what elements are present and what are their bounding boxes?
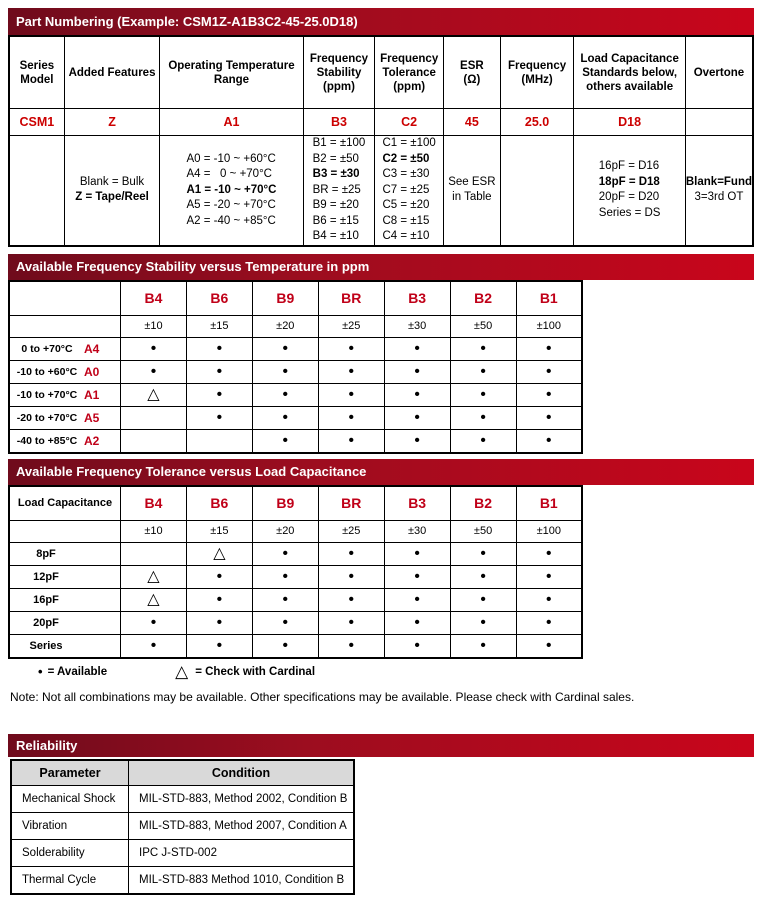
available-mark: •: [186, 588, 252, 611]
col-header-code: B1: [516, 281, 582, 316]
available-mark: •: [516, 565, 582, 588]
available-mark: •: [252, 383, 318, 406]
available-mark: •: [516, 634, 582, 658]
pn-detail-line: C8 = ±15: [382, 214, 430, 227]
col-header-ppm: ±100: [516, 315, 582, 337]
pn-header-line: Stability: [316, 66, 362, 79]
pn-header-line: (Ω): [463, 73, 481, 86]
available-mark: •: [121, 337, 187, 360]
pn-detail-line: 18pF = D18: [598, 175, 660, 188]
pn-column-7: [500, 37, 574, 245]
available-mark: •: [186, 337, 252, 360]
available-mark: •: [318, 542, 384, 565]
pn-column-header: [65, 37, 160, 109]
pn-example-code: A1: [160, 109, 302, 136]
matrix-row: [9, 542, 582, 565]
pn-details: [444, 136, 500, 245]
temp-range-inner: [10, 434, 120, 448]
stability-banner: Available Frequency Stability versus Temperature in ppm: [8, 254, 754, 280]
available-mark: •: [450, 406, 516, 429]
pn-column-2: [64, 37, 160, 245]
pn-header-line: Overtone: [693, 66, 745, 79]
col-header-code: B9: [252, 281, 318, 316]
temp-range-code: A1: [84, 387, 100, 402]
pn-column-header: [444, 37, 500, 109]
pn-header-line: Load Capacitance: [580, 52, 679, 65]
load-capacitance-cell: Series: [9, 634, 121, 658]
check-with-cardinal-mark: △: [121, 383, 187, 406]
matrix-row: [9, 337, 582, 360]
pn-example-code: [686, 109, 752, 136]
pn-detail-line: Blank=Fund: [685, 175, 753, 188]
pn-column-header: [304, 37, 375, 109]
reliability-banner: Reliability: [8, 734, 754, 757]
pn-detail-line: 16pF = D16: [598, 160, 660, 173]
available-mark: •: [384, 611, 450, 634]
temp-range-label: -10 to +70°C: [16, 388, 78, 401]
col-header-ppm: ±20: [252, 315, 318, 337]
available-mark: •: [450, 360, 516, 383]
pn-column-5: [374, 37, 443, 245]
ppm-row-blank: [9, 315, 121, 337]
col-header-code: BR: [318, 486, 384, 521]
legend-available-label: = Available: [47, 665, 108, 678]
available-mark: •: [252, 588, 318, 611]
available-mark: •: [186, 611, 252, 634]
pn-detail-line: C2 = ±50: [382, 152, 430, 165]
available-mark: •: [252, 565, 318, 588]
pn-column-header: [160, 37, 302, 109]
pn-detail-line: 3=3rd OT: [694, 191, 744, 204]
pn-detail-line: C3 = ±30: [382, 168, 430, 180]
available-mark: •: [450, 634, 516, 658]
pn-detail-line: C5 = ±20: [382, 199, 430, 211]
col-header-blank: [9, 281, 121, 316]
pn-detail-line: Z = Tape/Reel: [75, 191, 149, 204]
reliability-condition: MIL-STD-883, Method 2002, Condition B: [129, 785, 355, 812]
pn-header-line: Added Features: [68, 66, 156, 79]
matrix-row: [9, 406, 582, 429]
pn-header-line: Frequency: [309, 52, 369, 65]
temp-range-code: A2: [84, 433, 100, 448]
col-header-code: B6: [186, 281, 252, 316]
matrix-row: [9, 588, 582, 611]
temp-range-label: -10 to +60°C: [16, 365, 78, 378]
col-header-code: B2: [450, 281, 516, 316]
pn-column-3: [159, 37, 302, 245]
pn-details: [65, 136, 160, 245]
pn-details-block: [187, 152, 277, 230]
pn-header-line: Frequency: [380, 52, 439, 65]
temp-range-cell: [9, 406, 121, 429]
available-mark: •: [186, 565, 252, 588]
pn-detail-line: See ESR: [448, 175, 496, 188]
available-mark: •: [384, 565, 450, 588]
empty-cell: [186, 429, 252, 453]
available-mark: •: [318, 383, 384, 406]
reliability-col-header: Condition: [129, 760, 355, 786]
available-mark: •: [318, 611, 384, 634]
temp-range-cell: [9, 337, 121, 360]
temp-range-inner: [10, 342, 120, 356]
temp-range-label: -20 to +70°C: [16, 411, 78, 424]
col-header-ppm: ±30: [384, 315, 450, 337]
reliability-condition: MIL-STD-883, Method 2007, Condition A: [129, 812, 355, 839]
available-mark: •: [384, 429, 450, 453]
part-numbering-table: [8, 35, 754, 247]
col-header-ppm: ±10: [121, 315, 187, 337]
matrix-row: [9, 634, 582, 658]
pn-example-code: Z: [65, 109, 160, 136]
pn-header-line: Frequency: [507, 59, 567, 72]
pn-details: [160, 136, 302, 245]
pn-details: [10, 136, 64, 245]
spacer: [8, 704, 762, 734]
available-mark: •: [450, 565, 516, 588]
available-mark: •: [318, 406, 384, 429]
pn-details-block: [75, 175, 149, 206]
temp-range-code: A5: [84, 410, 100, 425]
reliability-table: [10, 759, 355, 895]
pn-detail-line: B1 = ±100: [312, 137, 366, 149]
col-header-code: B9: [252, 486, 318, 521]
matrix-row: [9, 383, 582, 406]
available-mark: •: [318, 634, 384, 658]
available-mark: •: [384, 360, 450, 383]
available-mark: •: [516, 542, 582, 565]
available-mark: •: [252, 542, 318, 565]
pn-detail-line: A5 = -20 ~ +70°C: [186, 199, 276, 211]
temp-range-label: 0 to +70°C: [21, 342, 73, 355]
temp-range-cell: [9, 429, 121, 453]
matrix-row: [9, 565, 582, 588]
available-mark: •: [186, 406, 252, 429]
available-mark: •: [516, 429, 582, 453]
available-mark: •: [186, 360, 252, 383]
load-capacitance-cell: 20pF: [9, 611, 121, 634]
pn-header-line: (ppm): [393, 80, 426, 93]
temp-range-cell: [9, 360, 121, 383]
pn-column-header: [574, 37, 684, 109]
col-header-code: B4: [121, 281, 187, 316]
check-with-cardinal-mark: △: [121, 565, 187, 588]
pn-detail-line: 20pF = D20: [598, 191, 660, 204]
col-header-ppm: ±20: [252, 520, 318, 542]
reliability-parameter: Solderability: [11, 839, 129, 866]
pn-detail-line: C7 = ±25: [382, 183, 430, 196]
col-header-code: B4: [121, 486, 187, 521]
col-header-ppm: ±50: [450, 520, 516, 542]
pn-details: [375, 136, 443, 245]
col-header-code: BR: [318, 281, 384, 316]
pn-example-code: 45: [444, 109, 500, 136]
check-with-cardinal-mark: △: [121, 588, 187, 611]
pn-detail-line: A4 = 0 ~ +70°C: [186, 168, 272, 180]
legend: [38, 663, 762, 681]
col-header-ppm: ±100: [516, 520, 582, 542]
pn-detail-line: A2 = -40 ~ +85°C: [186, 214, 276, 227]
pn-detail-line: A0 = -10 ~ +60°C: [186, 152, 276, 165]
temp-range-cell: [9, 383, 121, 406]
available-mark: •: [252, 634, 318, 658]
pn-detail-line: C4 = ±10: [382, 230, 430, 242]
available-mark: •: [516, 360, 582, 383]
reliability-parameter: Vibration: [11, 812, 129, 839]
available-mark: •: [384, 634, 450, 658]
available-mark: •: [516, 588, 582, 611]
check-with-cardinal-mark: △: [186, 542, 252, 565]
load-capacitance-cell: 12pF: [9, 565, 121, 588]
available-mark: •: [384, 406, 450, 429]
ppm-row-blank: [9, 520, 121, 542]
pn-detail-line: Series = DS: [598, 206, 661, 219]
matrix-ppm-row: [9, 520, 582, 542]
pn-column-8: [573, 37, 684, 245]
pn-example-code: B3: [304, 109, 375, 136]
available-mark: •: [516, 337, 582, 360]
col-header-ppm: ±10: [121, 520, 187, 542]
temp-range-label: -40 to +85°C: [16, 434, 78, 447]
available-mark: •: [318, 360, 384, 383]
available-mark: •: [516, 383, 582, 406]
pn-details: [501, 136, 574, 245]
col-header-ppm: ±30: [384, 520, 450, 542]
pn-detail-line: Blank = Bulk: [79, 175, 145, 188]
pn-header-line: Range: [213, 73, 250, 86]
pn-example-code: CSM1: [10, 109, 64, 136]
matrix-row: [9, 429, 582, 453]
pn-header-line: Series: [19, 59, 55, 72]
matrix-ppm-row: [9, 315, 582, 337]
spacer: [8, 247, 762, 254]
col-header-code: B3: [384, 486, 450, 521]
available-mark: •: [318, 588, 384, 611]
available-mark: •: [252, 611, 318, 634]
pn-detail-line: B4 = ±10: [312, 230, 359, 242]
matrix-row: [9, 611, 582, 634]
empty-cell: [121, 406, 187, 429]
available-mark: •: [384, 383, 450, 406]
pn-details-block: [686, 175, 752, 206]
available-mark: •: [450, 588, 516, 611]
pn-header-line: (MHz): [521, 73, 553, 86]
pn-column-4: [303, 37, 375, 245]
available-mark: •: [121, 634, 187, 658]
legend-check-label: = Check with Cardinal: [195, 665, 316, 678]
available-mark: •: [186, 383, 252, 406]
col-header-ppm: ±15: [186, 520, 252, 542]
col-header-ppm: ±15: [186, 315, 252, 337]
tolerance-table: [8, 485, 583, 659]
pn-column-9: [685, 37, 752, 245]
col-header-code: B1: [516, 486, 582, 521]
pn-detail-line: C1 = ±100: [382, 137, 436, 149]
matrix-header-row: [9, 486, 582, 521]
available-mark: •: [252, 360, 318, 383]
matrix-row: [9, 360, 582, 383]
available-mark: •: [252, 337, 318, 360]
temp-range-code: A4: [84, 341, 100, 356]
pn-details-block: [313, 136, 366, 245]
pn-details: [574, 136, 684, 245]
available-mark: •: [450, 337, 516, 360]
pn-example-code: C2: [375, 109, 443, 136]
pn-example-code: 25.0: [501, 109, 574, 136]
availability-note: Note: Not all combinations may be available. Other specifications may be available. Please check with Cardinal sales.: [10, 689, 635, 704]
pn-details-block: [448, 175, 495, 206]
available-mark: •: [121, 360, 187, 383]
available-mark: •: [384, 337, 450, 360]
pn-column-6: [443, 37, 500, 245]
reliability-row: [11, 866, 354, 894]
available-mark: •: [318, 429, 384, 453]
tolerance-banner: Available Frequency Tolerance versus Load Capacitance: [8, 459, 754, 485]
pn-detail-line: B6 = ±15: [312, 214, 359, 227]
temp-range-inner: [10, 411, 120, 425]
pn-details-block: [599, 159, 661, 221]
available-mark: •: [384, 588, 450, 611]
available-mark: •: [186, 634, 252, 658]
available-mark: •: [516, 406, 582, 429]
temp-range-inner: [10, 365, 120, 379]
pn-column-header: [375, 37, 443, 109]
available-mark: •: [318, 337, 384, 360]
pn-details: [686, 136, 752, 245]
available-dot-icon: •: [38, 664, 43, 679]
available-mark: •: [450, 383, 516, 406]
col-header-code: B2: [450, 486, 516, 521]
pn-header-line: Operating Temperature: [168, 59, 295, 72]
col-header-ppm: ±25: [318, 315, 384, 337]
col-header-code: B6: [186, 486, 252, 521]
load-capacitance-cell: 8pF: [9, 542, 121, 565]
available-mark: •: [318, 565, 384, 588]
temp-range-code: A0: [84, 364, 100, 379]
pn-detail-line: in Table: [452, 191, 492, 204]
pn-header-line: ESR: [460, 59, 484, 72]
available-mark: •: [450, 542, 516, 565]
pn-header-line: Model: [20, 73, 54, 86]
available-mark: •: [252, 406, 318, 429]
stability-table: [8, 280, 583, 454]
pn-detail-line: B3 = ±30: [312, 168, 360, 180]
available-mark: •: [516, 611, 582, 634]
available-mark: •: [384, 542, 450, 565]
col-header-code: B3: [384, 281, 450, 316]
empty-cell: [121, 429, 187, 453]
empty-cell: [121, 542, 187, 565]
col-header-load-capacitance: Load Capacitance: [9, 486, 121, 521]
reliability-row: [11, 785, 354, 812]
check-triangle-icon: △: [175, 661, 189, 681]
temp-range-inner: [10, 388, 120, 402]
matrix-header-row: [9, 281, 582, 316]
reliability-row: [11, 812, 354, 839]
pn-column-header: [686, 37, 752, 109]
reliability-header-row: [11, 760, 354, 786]
reliability-parameter: Thermal Cycle: [11, 866, 129, 894]
reliability-condition: MIL-STD-883 Method 1010, Condition B: [129, 866, 355, 894]
reliability-col-header: Parameter: [11, 760, 129, 786]
available-mark: •: [252, 429, 318, 453]
available-mark: •: [121, 611, 187, 634]
pn-header-line: (ppm): [323, 80, 355, 93]
reliability-condition: IPC J-STD-002: [129, 839, 355, 866]
pn-header-line: Standards below,: [582, 66, 678, 79]
pn-example-code: D18: [574, 109, 684, 136]
reliability-parameter: Mechanical Shock: [11, 785, 129, 812]
pn-detail-line: B9 = ±20: [312, 199, 359, 211]
available-mark: •: [450, 611, 516, 634]
col-header-ppm: ±50: [450, 315, 516, 337]
pn-detail-line: BR = ±25: [312, 183, 361, 196]
reliability-row: [11, 839, 354, 866]
pn-column-1: [10, 37, 64, 245]
pn-header-line: Tolerance: [382, 66, 436, 79]
pn-details: [304, 136, 375, 245]
pn-detail-line: B2 = ±50: [312, 152, 359, 165]
load-capacitance-cell: 16pF: [9, 588, 121, 611]
pn-header-line: others available: [586, 80, 674, 93]
pn-column-header: [10, 37, 64, 109]
available-mark: •: [450, 429, 516, 453]
pn-detail-line: A1 = -10 ~ +70°C: [186, 183, 277, 196]
col-header-ppm: ±25: [318, 520, 384, 542]
pn-column-header: [501, 37, 574, 109]
pn-details-block: [383, 136, 436, 245]
part-numbering-banner: Part Numbering (Example: CSM1Z-A1B3C2-45-25.0D18): [8, 8, 754, 35]
